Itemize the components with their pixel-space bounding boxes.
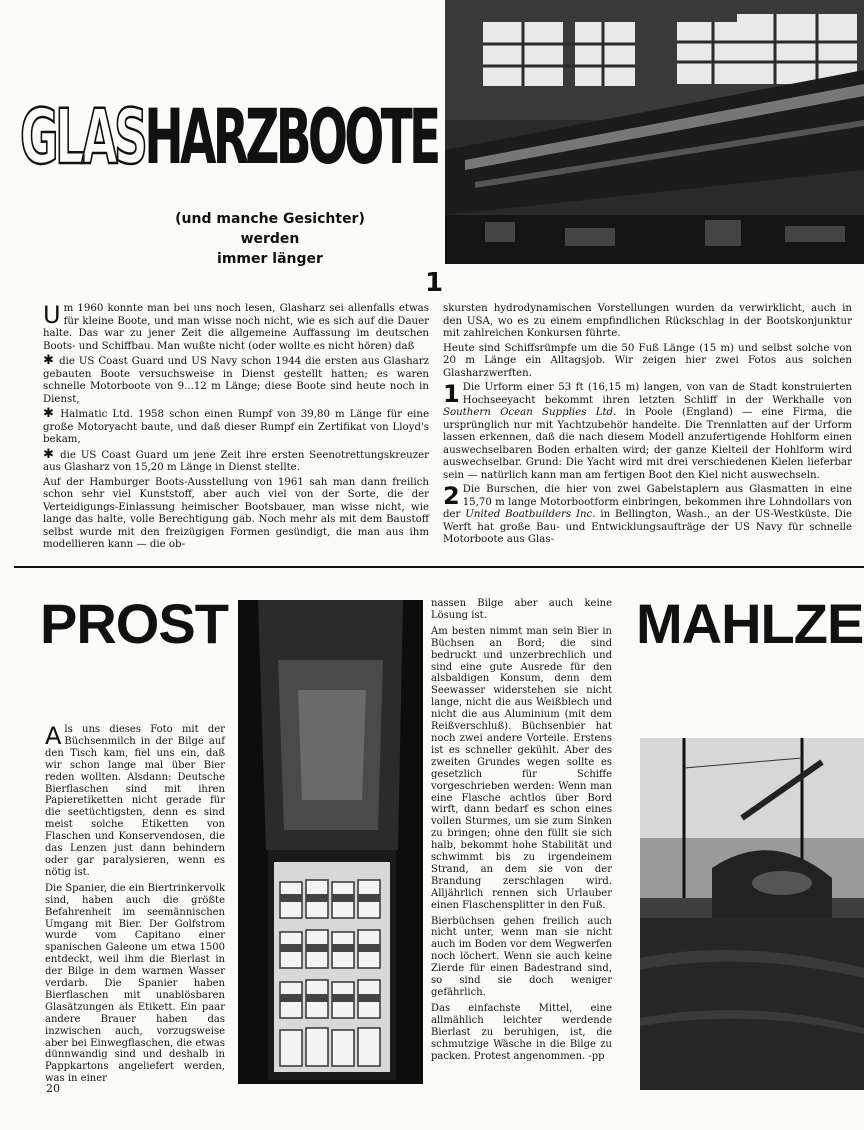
prost-heading: PROST: [40, 592, 228, 655]
paragraph: [45, 724, 225, 879]
drop-cap: A: [45, 722, 62, 750]
subtitle-line: (und manche Gesichter): [175, 211, 365, 227]
intro-paragraph: [43, 303, 429, 353]
paragraph: [431, 1003, 612, 1063]
bullet-item: [43, 355, 429, 406]
prost-column-2: [431, 598, 612, 1062]
section-divider: [14, 566, 864, 568]
caption-1: [443, 382, 852, 482]
bullet-item: [43, 408, 429, 447]
paragraph-text: ls uns dieses Foto mit der Büchsenmilch in der Bilge auf den Tisch kam, fiel uns ein, daß wir schon lange mal über Bier reden wollten. Alsdann: Deutsche Bierflaschen sind mit ihren Papieretiketten nicht gerade für die seetüchtigsten, denn es sind meist solche Etiketten von Flaschen und Konservendosen, die das Lenzen just dann behindern oder gar paralysieren, wenn es nötig ist.: [45, 724, 225, 878]
prost-column-1: [45, 724, 225, 1085]
author-signature: -pp: [588, 1050, 605, 1062]
paragraph: nassen Bilge aber auch keine Lösung ist.: [431, 598, 612, 621]
asterisk-icon: ✱: [43, 446, 61, 462]
boat-mould-photo: [445, 0, 864, 264]
article1-right-column: [443, 303, 852, 547]
bullet-text: Halmatic Ltd. 1958 schon einen Rumpf von 39,80 m Länge für eine große Motoryacht baute, und daß dieser Rumpf ein Zertifikat von Lloyd's bekam,: [43, 409, 429, 445]
subtitle: [170, 210, 370, 270]
article-title: [20, 92, 438, 182]
asterisk-icon: ✱: [43, 353, 60, 368]
title-solid-part: HARZBOOTE: [144, 92, 438, 181]
company-name: Southern Ocean Supplies Ltd.: [443, 407, 617, 418]
company-name: United Boatbuilders Inc.: [465, 509, 596, 520]
paragraph: Am besten nimmt man sein Bier in Büchsen an Bord; die sind bedruckt und unzerbrechlich und sind eine gute Ausrede für den alsbaldigen Konsum, denn dem Seewasser widerstehen sie nicht lange, nicht die aus Weißblech und nicht die aus Aluminium (mit dem Reißverschluß). Büchsenbier hat noch zwei andere Vorteile. Erstens ist es schneller gekühlt. Aber des zweiten Grundes wegen sollte es gesetzlich für Schiffe vorgeschrieben werden: Wenn man eine Flasche achtlos über Bord wirft, dann bedarf es schon eines vollen Sturmes, um sie zum Sinken zu bringen; ohne den füllt sie sich halb, bekommt hohe Stabilität und schwimmt bis zu irgendeinem Strand, an dem sie von der Brandung zerschlagen wird. Alljährlich rennen sich Urlauber einen Flaschensplitter in den Fuß.: [431, 625, 612, 911]
paragraph: Heute sind Schiffsrümpfe um die 50 Fuß Länge (15 m) und selbst solche von 20 m Länge ein Alltagsjob. Wir zeigen hier zwei Fotos aus solchen Glasharzwerften.: [443, 342, 852, 379]
caption-number: 1: [443, 380, 460, 408]
caption-number: 2: [443, 482, 460, 510]
paragraph: skursten hydrodynamischen Vorstellungen wurden da verwirklicht, auch in den USA, wo es zu einem empfindlichen Rückschlag in der Bootskonjunktur mit zahlreichen Konkursen führte.: [443, 303, 852, 339]
page-number: 20: [46, 1082, 60, 1095]
article1-left-column: [43, 303, 429, 552]
mahlze-heading: MAHLZE: [636, 592, 864, 655]
closing-paragraph: Auf der Hamburger Boots-Ausstellung von 1961 sah man dann freilich schon sehr viel Kunststoff, aber auch viel von der Sorte, die der Verteidigungs-Einlassung heimischer Bootsbauer, man wisse nicht, wie lange das halte, volle Berechtigung gab. Noch mehr als mit dem Baustoff selbst wurde mit den freizügigen Formen gesündigt, die man aus ihm modellieren kann — die ob-: [43, 476, 429, 550]
figure-number: 1: [425, 268, 444, 298]
caption-2: [443, 484, 852, 547]
asterisk-icon: ✱: [43, 406, 61, 421]
paragraph-text: Das einfachste Mittel, eine allmählich leichter werdende Bierlast zu beruhigen, ist, die schmutzige Wäsche in die Bilge zu packen. Protest angenommen.: [431, 1002, 612, 1062]
bilge-cans-photo: [238, 600, 423, 1084]
harbor-boat-photo: [622, 678, 864, 1090]
paragraph: Die Spanier, die ein Biertrinkervolk sind, haben auch die größte Befahrenheit im seemännischen Umgang mit Bier. Der Golfstrom wurde vom Capitano einer spanischen Galeone um etwa 1500 entdeckt, weil ihm die Bierlast in der Bilge in dem warmen Wasser verdarb. Die Spanier haben Bierflaschen mit unablösbaren Glasätzungen als Etikett. Ein paar andere Brauer haben das inzwischen auch, vorzugsweise aber bei Einwegflaschen, die etwas dünnwandig sind und deshalb in Pappkartons angeliefert werden, was in einer: [45, 882, 225, 1085]
intro-text: m 1960 konnte man bei uns noch lesen, Glasharz sei allenfalls etwas für kleine Boote, und man wisse noch nicht, wie es sich auf die Dauer halte. Das war zu jener Zeit die allgemeine Auffassung im deutschen Boots- und Schiffbau. Man wußte nicht (oder wollte es nicht hören) daß: [43, 303, 429, 352]
paragraph: Bierbüchsen gehen freilich auch nicht unter, wenn man sie nicht auch im Boden vor dem Wegwerfen noch löchert. Wenn sie auch keine Zierde für einen Badestrand sind, so sind sie doch weniger gefährlich.: [431, 915, 612, 998]
bullet-text: die US Coast Guard um jene Zeit ihre ersten Seenotrettungskreuzer aus Glasharz von 15,20 m Länge in Dienst stellte.: [43, 449, 429, 473]
drop-cap: U: [43, 301, 61, 329]
subtitle-line: immer länger: [217, 251, 323, 267]
title-outline-part: GLAS: [20, 92, 145, 181]
caption-text: in Poole (England) — eine Firma, die ursprünglich nur mit Yachtzubehör handelte. Die Trennlatten auf der Urform lassen erkennen, daß die nach diesem Modell anzufertigende Hohlform einen auswechselbaren Boden erhalten wird; der ganze Kielteil der Hohlform wird auswechselbar. Grund: Die Yacht wird mit drei verschiedenen Kielen lieferbar sein — natürlich kann man am fertigen Boot den Kiel nicht auswechseln.: [443, 407, 852, 481]
caption-text: Die Urform einer 53 ft (16,15 m) langen, von van de Stadt konstruierten Hochseeyacht bekommt ihren letzten Schliff in der Werkhalle von: [462, 382, 852, 406]
subtitle-line: werden: [240, 231, 300, 247]
caption-text: Die Burschen, die hier von zwei Gabelstaplern aus Glasmatten in eine 15,70 m lange Motorbootform einbringen, bekommen ihre Lohndollars von der: [443, 484, 852, 520]
bullet-text: die US Coast Guard und US Navy schon 1944 die ersten aus Glasharz gebauten Boote versuchsweise in Dienst gestellt hatten; es waren schnelle Motorboote von 9...12 m Länge; diese Boote sind heute noch in Dienst,: [43, 356, 429, 405]
bullet-item: [43, 446, 429, 475]
caption-text: in Bellington, Wash., an der US-Westküste. Die Werft hat große Bau- und Entwicklungsaufträge der US Navy für schnelle Motorboote aus Glas-: [443, 509, 852, 545]
